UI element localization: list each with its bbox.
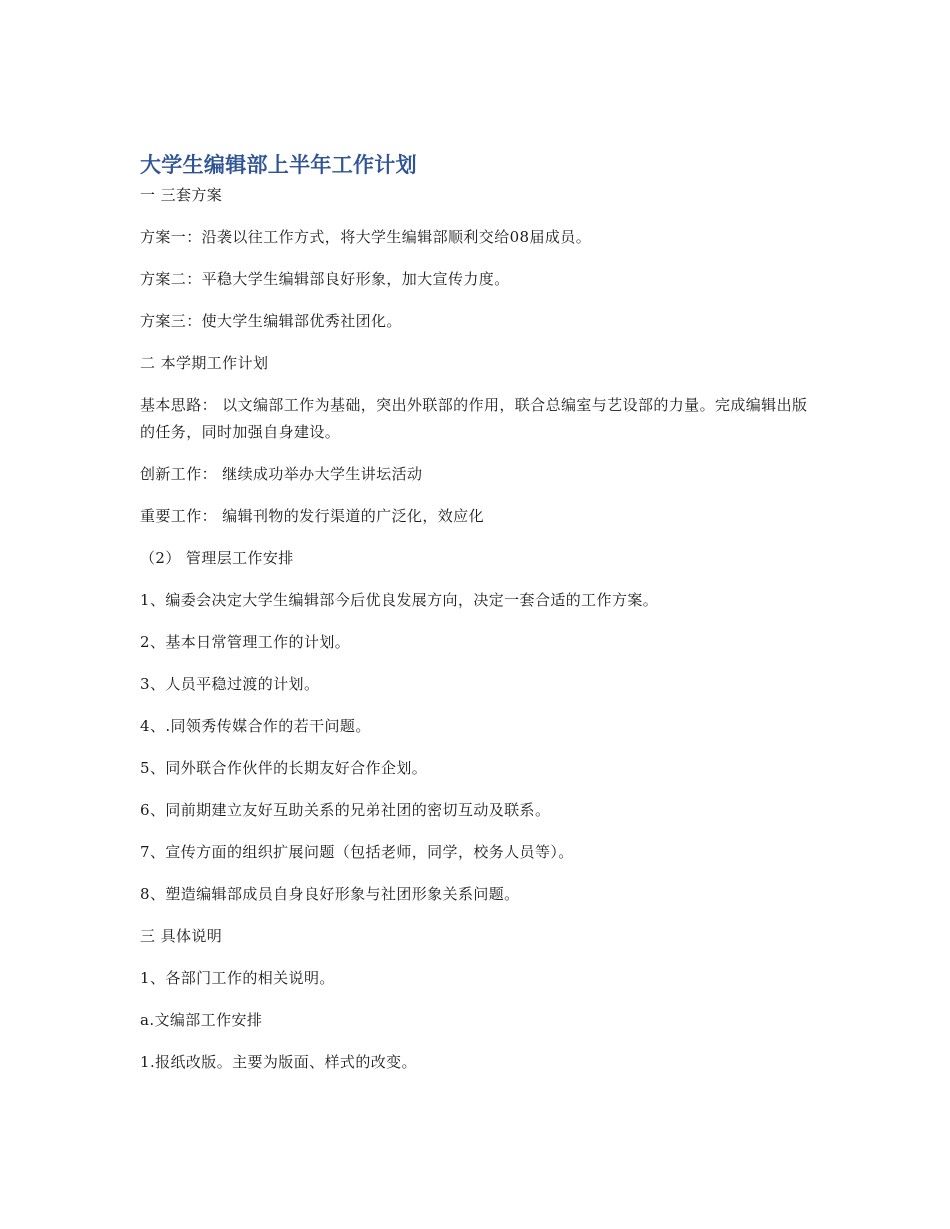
list-item: 8、塑造编辑部成员自身良好形象与社团形象关系问题。	[140, 885, 520, 903]
list-item: 1、各部门工作的相关说明。	[140, 969, 335, 987]
important-work: 重要工作： 编辑刊物的发行渠道的广泛化，效应化	[140, 507, 484, 525]
subsection-heading-editorial: a.文编部工作安排	[140, 1011, 263, 1029]
list-item: 5、同外联合作伙伴的长期友好合作企划。	[140, 759, 428, 777]
list-item: 1.报纸改版。主要为版面、样式的改变。	[140, 1053, 417, 1071]
subsection-heading-management: （2） 管理层工作安排	[140, 549, 294, 567]
plan-two: 方案二：平稳大学生编辑部良好形象，加大宣传力度。	[140, 270, 510, 288]
plan-one: 方案一：沿袭以往工作方式，将大学生编辑部顺利交给08届成员。	[140, 228, 592, 246]
document-page	[140, 150, 820, 1091]
list-item: 4、.同领秀传媒合作的若干问题。	[140, 717, 371, 735]
list-item: 6、同前期建立友好互助关系的兄弟社团的密切互动及联系。	[140, 801, 551, 819]
innovative-work: 创新工作： 继续成功举办大学生讲坛活动	[140, 465, 423, 483]
section-heading-plans: 一 三套方案	[140, 186, 223, 204]
document-title: 大学生编辑部上半年工作计划	[140, 153, 417, 177]
section-heading-details: 三 具体说明	[140, 927, 223, 945]
list-item: 7、宣传方面的组织扩展问题（包括老师，同学，校务人员等）。	[140, 843, 574, 861]
list-item: 1、编委会决定大学生编辑部今后优良发展方向，决定一套合适的工作方案。	[140, 591, 659, 609]
list-item: 2、基本日常管理工作的计划。	[140, 633, 351, 651]
section-heading-semester-plan: 二 本学期工作计划	[140, 354, 269, 372]
plan-three: 方案三：使大学生编辑部优秀社团化。	[140, 312, 402, 330]
list-item: 3、人员平稳过渡的计划。	[140, 675, 320, 693]
basic-approach: 基本思路： 以文编部工作为基础，突出外联部的作用，联合总编室与艺设部的力量。完成编辑出版的任务，同时加强自身建设。	[140, 396, 808, 441]
